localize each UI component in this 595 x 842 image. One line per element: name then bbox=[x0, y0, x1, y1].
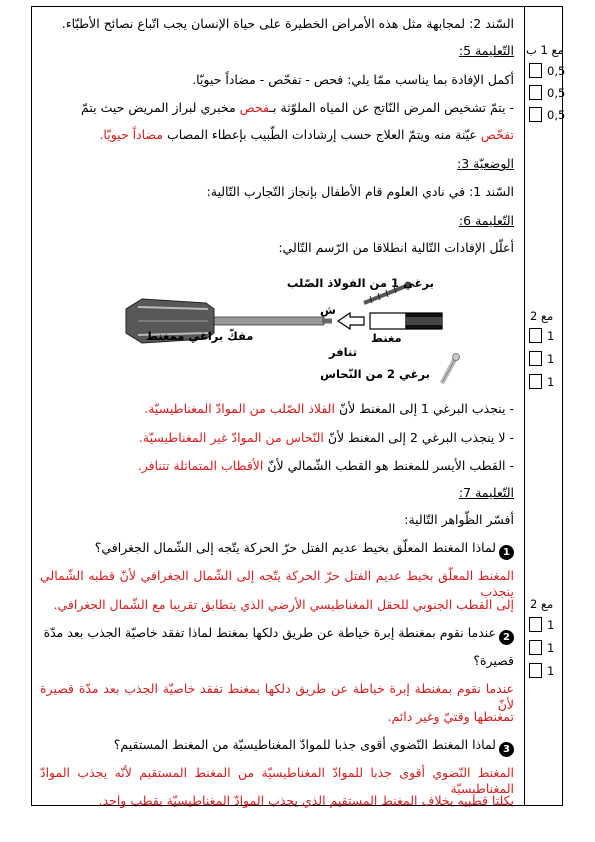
source-2-line: السّند 2: لمجابهة مثل هذه الأمراض الخطيرة على حياة الإنسان يجب اتّباع نصائح الأطبّاء. bbox=[61, 16, 514, 31]
reason-line-1 bbox=[144, 401, 514, 417]
reason-answer-2: النّحاس من الموادّ غير المغناطيسيّة. bbox=[138, 430, 324, 445]
score-value: 0,5 bbox=[547, 64, 566, 78]
question-3-text: لماذا المغنط النّضوي أقوى جذبا للموادّ المغناطيسيّة من المغنط المستقيم؟ bbox=[113, 737, 496, 752]
score-value: 1 bbox=[547, 664, 555, 678]
label-screw-1: برغي 1 من الفولاذ الصّلب bbox=[286, 276, 434, 290]
text-part: - لا ينجذب البرغي 2 إلى المغنط لأنّ bbox=[323, 430, 514, 445]
answer-3-line-2: بكلتا قطبيه بخلاف المغنط المستقيم الذي يجذب الموادّ المغناطيسيّة بقطب واحد. bbox=[98, 793, 514, 808]
text-part: - القطب الأيسر للمغنط هو القطب الشّمالي لأنّ bbox=[263, 458, 514, 473]
criterion-1b-label: مع 1 ب bbox=[526, 43, 564, 57]
criterion-2-label: مع 2 bbox=[530, 597, 554, 611]
score-box[interactable] bbox=[529, 640, 542, 655]
score-box[interactable] bbox=[529, 63, 542, 78]
text-part: - ينجذب البرغي 1 إلى المغنط لأنّ bbox=[334, 401, 514, 416]
score-value: 1 bbox=[547, 618, 555, 632]
bar-magnet-drawing bbox=[370, 313, 442, 329]
situation-3-heading: الوضعيّة 3: bbox=[456, 156, 514, 171]
score-value: 1 bbox=[547, 641, 555, 655]
answer-1-line-1: المغنط المعلّق بخيط عديم الفتل حرّ الحركة يتّجه إلى الشّمال الجغرافي لأنّ قطبه الشّمالي ينجذب bbox=[40, 568, 514, 599]
score-value: 0,5 bbox=[547, 86, 566, 100]
question-3 bbox=[114, 737, 514, 757]
label-north-pole: ش bbox=[320, 303, 336, 317]
answer-1-line-2: إلى القطب الجنوبي للحقل المغناطيسي الأرضي الذي يتطابق تقريبا مع الشّمال الجغرافي. bbox=[53, 597, 514, 612]
score-box[interactable] bbox=[529, 351, 542, 366]
grading-column bbox=[525, 7, 564, 805]
page-frame bbox=[31, 6, 566, 808]
answer-word-fahs: فحص bbox=[239, 100, 270, 115]
question-1 bbox=[95, 540, 514, 560]
score-box[interactable] bbox=[529, 617, 542, 632]
answer-2-line-2: تمغنطها وقتيّ وغير دائم. bbox=[387, 709, 514, 724]
text-part: - يتمّ تشخيص المرض النّاتج عن المياه الملوّثة بـ bbox=[269, 100, 514, 115]
experiment-figure bbox=[124, 269, 464, 391]
score-box[interactable] bbox=[529, 374, 542, 389]
text-part: عيّنة منه ويتمّ العلاج حسب إرشادات الطّبيب بإعطاء المصاب bbox=[163, 127, 481, 142]
reason-line-2 bbox=[139, 430, 514, 446]
score-value: 0,5 bbox=[547, 108, 566, 122]
source-1-line: السّند 1: في نادي العلوم قام الأطفال بإنجاز التّجارب التّالية: bbox=[206, 184, 514, 199]
instruction-7-text: أفسّر الظّواهر التّالية: bbox=[404, 512, 514, 527]
reason-line-3 bbox=[138, 458, 514, 474]
bullet-1-icon: 1 bbox=[499, 545, 514, 560]
instruction-6-heading: التّعليمة 6: bbox=[458, 213, 514, 228]
score-box[interactable] bbox=[529, 663, 542, 678]
answer-word-antibiotic: مضاداً حيويّا. bbox=[99, 127, 164, 142]
repel-arrow-drawing bbox=[338, 313, 364, 329]
answer-word-tafahhus: تفحّص bbox=[480, 127, 514, 142]
question-2-line-2: قصيرة؟ bbox=[473, 653, 514, 668]
instruction-7-heading: التّعليمة 7: bbox=[458, 485, 514, 500]
score-box[interactable] bbox=[529, 107, 542, 122]
screw-2-drawing bbox=[442, 354, 460, 384]
question-2-line-1 bbox=[44, 625, 514, 645]
label-screw-2: برغي 2 من النّحاس bbox=[320, 367, 430, 381]
answer-line-2 bbox=[99, 127, 514, 143]
answer-line-1 bbox=[81, 100, 514, 116]
score-value: 1 bbox=[547, 375, 555, 389]
reason-answer-1: الفلاذ الصّلب من الموادّ المغناطيسيّة. bbox=[144, 401, 335, 416]
reason-answer-3: الأقطاب المتماثلة تتنافر. bbox=[137, 458, 264, 473]
instruction-5-text: أكمل الإفادة بما يناسب ممّا يلي: فحص - تفحّص - مضاداً حيويّا. bbox=[192, 72, 514, 87]
answer-2-line-1: عندما نقوم بمغنطة إبرة خياطة عن طريق دلكها بمغنط تفقد خاصيّة الجذب بعد مدّة قصيرة لأنّ bbox=[40, 681, 514, 712]
text-part: مخبري لبراز المريض حيث يتمّ bbox=[81, 100, 240, 115]
main-column bbox=[32, 7, 524, 808]
instruction-5-heading: التّعليمة 5: bbox=[458, 43, 514, 58]
label-magnet: مغنط bbox=[371, 331, 402, 345]
answer-3-line-1: المغنط النّضوي أقوى جذبا للموادّ المغناطيسيّة من المغنط المستقيم لأنّه يجذب الموادّ المغناطيسيّة bbox=[40, 765, 514, 796]
criterion-2-label: مع 2 bbox=[530, 309, 554, 323]
label-repulsion: تنافر bbox=[329, 345, 358, 359]
label-screwdriver: مفكّ براغي ممغنط bbox=[146, 329, 254, 343]
question-2-text: عندما نقوم بمغنطة إبرة خياطة عن طريق دلكها بمغنط لماذا تفقد خاصيّة الجذب بعد مدّة bbox=[43, 625, 496, 640]
score-value: 1 bbox=[547, 352, 555, 366]
bullet-3-icon: 3 bbox=[499, 742, 514, 757]
score-value: 1 bbox=[547, 329, 555, 343]
question-1-text: لماذا المغنط المعلّق بخيط عديم الفتل حرّ الحركة يتّجه إلى الشّمال الجغرافي؟ bbox=[94, 540, 496, 555]
instruction-6-text: أعلّل الإفادات التّالية انطلاقا من الرّسم التّالي: bbox=[278, 240, 514, 255]
score-box[interactable] bbox=[529, 328, 542, 343]
bullet-2-icon: 2 bbox=[499, 630, 514, 645]
score-box[interactable] bbox=[529, 85, 542, 100]
